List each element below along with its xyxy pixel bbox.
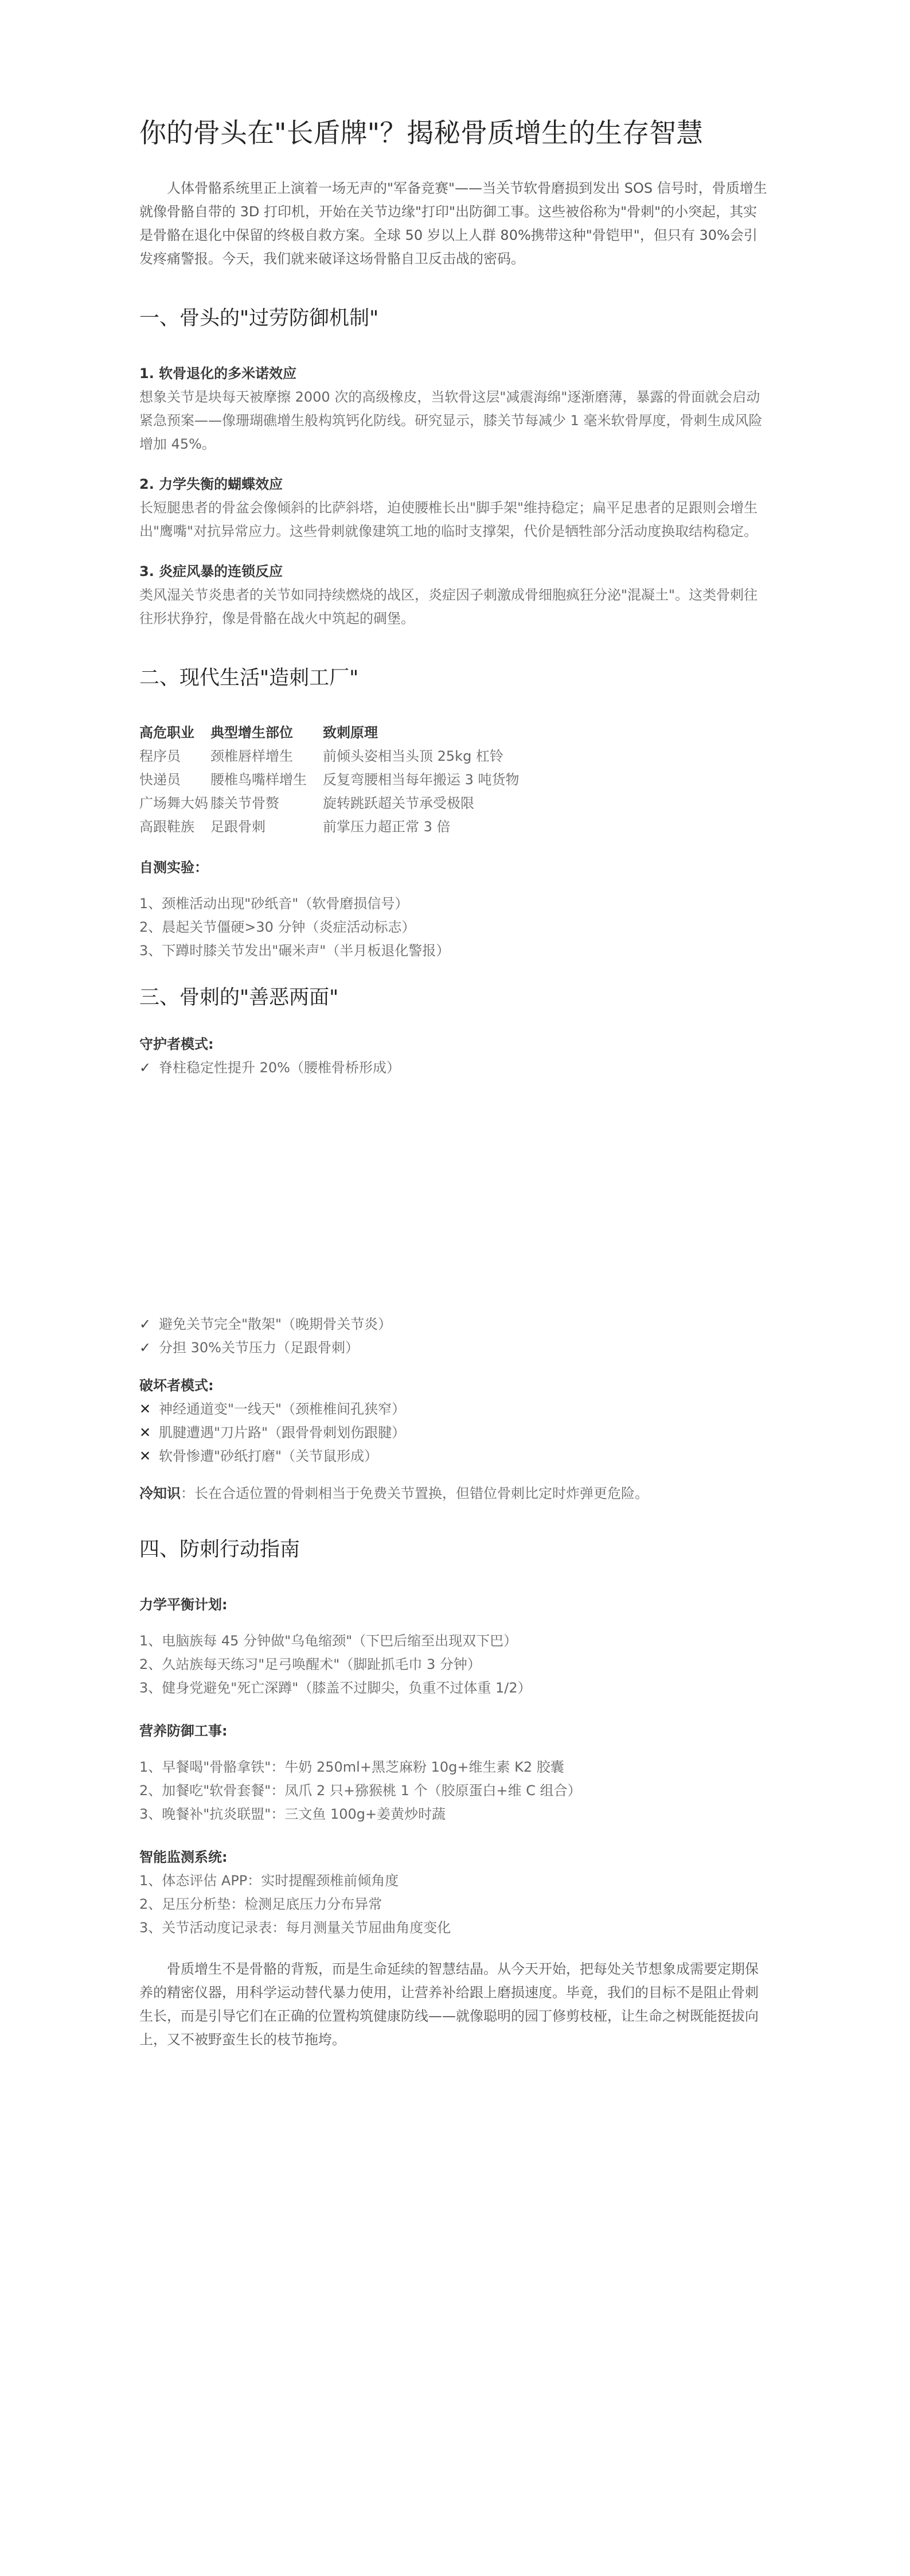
check-icon: ✓ xyxy=(139,1316,151,1332)
list-item: 3、关节活动度记录表：每月测量关节屈曲角度变化 xyxy=(139,1920,451,1936)
check-icon: ✓ xyxy=(139,1060,151,1076)
guardian-item xyxy=(139,1056,770,1080)
table-cell: 足跟骨刺 xyxy=(210,819,265,835)
guardian-item-text: 脊柱稳定性提升 20%（腰椎骨桥形成） xyxy=(159,1060,400,1076)
section-1-item xyxy=(139,560,770,631)
monitor-list xyxy=(139,1869,770,1940)
guardian-item-text: 避免关节完全"散架"（晚期骨关节炎） xyxy=(159,1316,392,1332)
destroyer-item-text: 软骨惨遭"砂纸打磨"（关节鼠形成） xyxy=(159,1448,378,1464)
self-test-title: 自测实验： xyxy=(139,859,208,875)
list-item: 1、电脑族每 45 分钟做"乌龟缩颈"（下巴后缩至出现双下巴） xyxy=(139,1633,518,1649)
destroyer-item-text: 肌腱遭遇"刀片路"（跟骨骨刺划伤跟腱） xyxy=(159,1425,406,1441)
list-item: 1、颈椎活动出现"砂纸音"（软骨磨损信号） xyxy=(139,896,409,912)
table-cell: 前倾头姿相当头顶 25kg 杠铃 xyxy=(323,748,503,764)
nutrition-plan-title: 营养防御工事: xyxy=(139,1723,228,1739)
table-row xyxy=(139,768,770,792)
self-test-list xyxy=(139,892,770,963)
destroyer-item xyxy=(139,1398,770,1421)
article-content xyxy=(139,115,770,2052)
table-cell: 前掌压力超正常 3 倍 xyxy=(323,819,451,835)
section-4-heading: 四、防刺行动指南 xyxy=(139,1538,300,1561)
table-header-row xyxy=(139,721,770,745)
mechanics-plan-title: 力学平衡计划: xyxy=(139,1597,228,1613)
item-title: 1. 软骨退化的多米诺效应 xyxy=(139,365,297,382)
guardian-item-text: 分担 30%关节压力（足跟骨刺） xyxy=(159,1340,359,1356)
table-header-cell: 典型增生部位 xyxy=(210,725,293,741)
list-item: 1、体态评估 APP：实时提醒颈椎前倾角度 xyxy=(139,1873,399,1889)
destroyer-item-text: 神经通道变"一线天"（颈椎椎间孔狭窄） xyxy=(159,1401,406,1417)
section-1-item xyxy=(139,473,770,543)
fun-fact xyxy=(139,1482,770,1505)
table-row xyxy=(139,815,770,839)
table-cell: 腰椎鸟嘴样增生 xyxy=(210,772,307,788)
guardian-item xyxy=(139,1336,770,1360)
item-text: 类风湿关节炎患者的关节如同持续燃烧的战区，炎症因子刺激成骨细胞疯狂分泌"混凝土"。这类骨刺往往形状狰狞，像是骨骼在战火中筑起的碉堡。 xyxy=(139,587,758,627)
list-item: 2、久站族每天练习"足弓唤醒术"（脚趾抓毛巾 3 分钟） xyxy=(139,1656,481,1672)
fun-fact-label: 冷知识 xyxy=(139,1485,181,1501)
item-text: 长短腿患者的骨盆会像倾斜的比萨斜塔，迫使腰椎长出"脚手架"维持稳定；扁平足患者的足跟则会增生出"鹰嘴"对抗异常应力。这些骨刺就像建筑工地的临时支撑架，代价是牺牲部分活动度换取结构稳定。 xyxy=(139,500,758,539)
guardian-item xyxy=(139,1313,770,1336)
destroyer-item xyxy=(139,1421,770,1445)
item-title: 3. 炎症风暴的连锁反应 xyxy=(139,563,283,579)
list-item: 2、加餐吃"软骨套餐"：凤爪 2 只+猕猴桃 1 个（胶原蛋白+维 C 组合） xyxy=(139,1783,581,1799)
item-text: 想象关节是块每天被摩擦 2000 次的高级橡皮，当软骨这层"减震海绵"逐渐磨薄，暴露的骨面就会启动紧急预案——像珊瑚礁增生般构筑钙化防线。研究显示，膝关节每减少 1 毫米软骨厚度，骨刺生成风险增加 45%。 xyxy=(139,389,763,452)
table-cell: 膝关节骨赘 xyxy=(210,795,279,811)
section-1-heading: 一、骨头的"过劳防御机制" xyxy=(139,307,379,330)
section-3-heading: 三、骨刺的"善恶两面" xyxy=(139,986,339,1009)
table-cell: 广场舞大妈 xyxy=(139,795,208,811)
mechanics-list xyxy=(139,1629,770,1700)
list-item: 3、健身党避免"死亡深蹲"（膝盖不过脚尖，负重不过体重 1/2） xyxy=(139,1680,532,1696)
table-header-cell: 高危职业 xyxy=(139,725,194,741)
intro-paragraph: 人体骨骼系统里正上演着一场无声的"军备竞赛"——当关节软骨磨损到发出 SOS 信号时，骨质增生就像骨骼自带的 3D 打印机，开始在关节边缘"打印"出防御工事。这些被俗称为"骨刺"的小突起，其实是骨骼在退化中保留的终极自救方案。全球 50 岁以上人群 80%携带这种"骨铠甲"，但只有 30%会引发疼痛警报。今天，我们就来破译这场骨骼自卫反击战的密码。 xyxy=(139,180,767,267)
table-cell: 快递员 xyxy=(139,772,181,788)
destroyer-item xyxy=(139,1445,770,1468)
check-icon: ✓ xyxy=(139,1340,151,1356)
guardian-mode-title: 守护者模式: xyxy=(139,1036,214,1052)
cross-icon: ✕ xyxy=(139,1401,151,1417)
section-1-item xyxy=(139,362,770,456)
destroyer-mode-title: 破坏者模式: xyxy=(139,1378,214,1394)
blank-image-area xyxy=(139,1080,770,1313)
table-row xyxy=(139,792,770,815)
list-item: 2、足压分析垫：检测足底压力分布异常 xyxy=(139,1896,382,1912)
table-cell: 程序员 xyxy=(139,748,181,764)
list-item: 3、下蹲时膝关节发出"碾米声"（半月板退化警报） xyxy=(139,943,450,959)
list-item: 3、晚餐补"抗炎联盟"：三文鱼 100g+姜黄炒时蔬 xyxy=(139,1806,446,1822)
fun-fact-text: ：长在合适位置的骨刺相当于免费关节置换，但错位骨刺比定时炸弹更危险。 xyxy=(181,1485,649,1501)
list-item: 1、早餐喝"骨骼拿铁"：牛奶 250ml+黑芝麻粉 10g+维生素 K2 胶囊 xyxy=(139,1759,564,1775)
occupation-table xyxy=(139,721,770,839)
table-cell: 高跟鞋族 xyxy=(139,819,194,835)
table-row xyxy=(139,745,770,768)
table-cell: 反复弯腰相当每年搬运 3 吨货物 xyxy=(323,772,520,788)
table-cell: 颈椎唇样增生 xyxy=(210,748,293,764)
section-2-heading: 二、现代生活"造刺工厂" xyxy=(139,667,359,690)
article-title: 你的骨头在"长盾牌"？揭秘骨质增生的生存智慧 xyxy=(139,118,704,149)
monitor-system-title: 智能监测系统: xyxy=(139,1849,228,1865)
nutrition-list xyxy=(139,1756,770,1826)
table-header-cell: 致刺原理 xyxy=(323,725,378,741)
item-title: 2. 力学失衡的蝴蝶效应 xyxy=(139,476,283,492)
closing-paragraph: 骨质增生不是骨骼的背叛，而是生命延续的智慧结晶。从今天开始，把每处关节想象成需要定期保养的精密仪器，用科学运动替代暴力使用，让营养补给跟上磨损速度。毕竟，我们的目标不是阻止骨刺生长，而是引导它们在正确的位置构筑健康防线——就像聪明的园丁修剪枝桠，让生命之树既能挺拔向上，又不被野蛮生长的枝节拖垮。 xyxy=(139,1961,759,2048)
cross-icon: ✕ xyxy=(139,1425,151,1441)
cross-icon: ✕ xyxy=(139,1448,151,1464)
table-cell: 旋转跳跃超关节承受极限 xyxy=(323,795,474,811)
list-item: 2、晨起关节僵硬>30 分钟（炎症活动标志） xyxy=(139,919,416,935)
